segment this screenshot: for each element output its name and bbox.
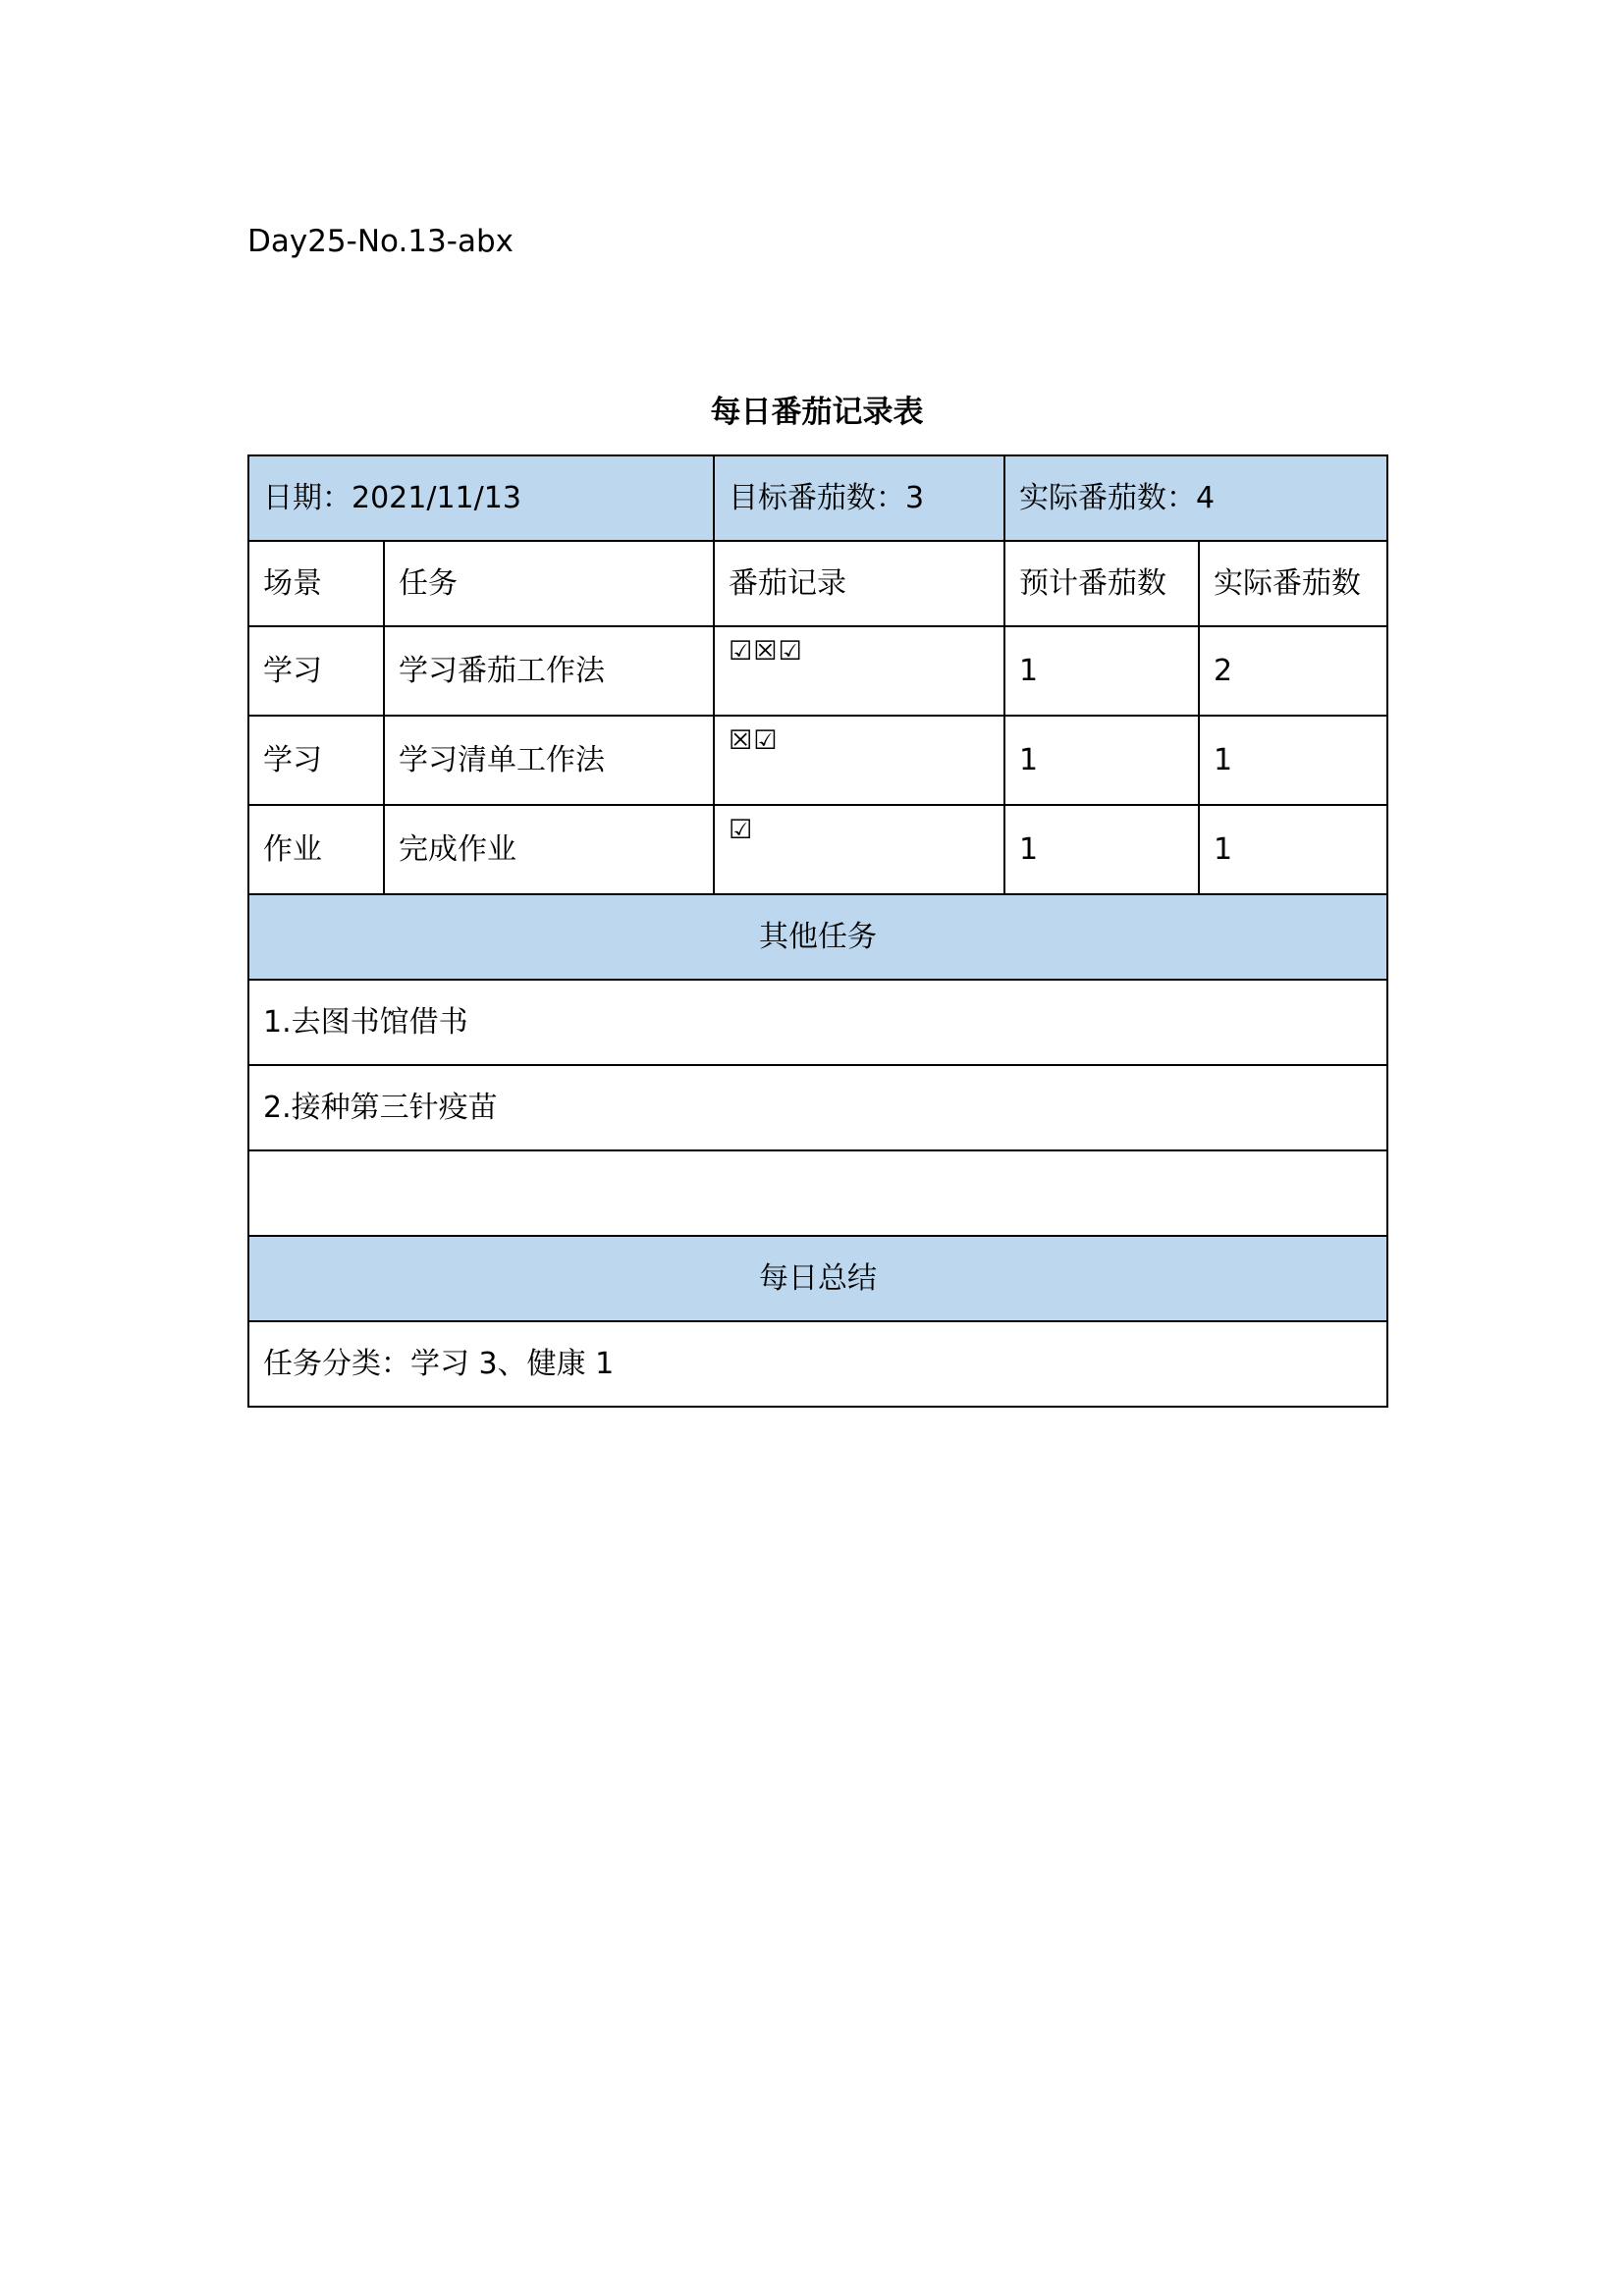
- column-header-record: 番茄记录: [714, 541, 1004, 626]
- summary-heading-row: [248, 1236, 1387, 1321]
- other-task-item: 2.接种第三针疫苗: [248, 1065, 1387, 1150]
- summary-text: 任务分类：学习 3、健康 1: [248, 1321, 1387, 1407]
- crossed-box-icon: ☒: [729, 725, 753, 756]
- column-header-task: 任务: [384, 541, 714, 626]
- task-cell: 学习番茄工作法: [384, 626, 714, 716]
- info-row: [248, 455, 1387, 541]
- pomodoro-marks-cell: [714, 716, 1004, 805]
- column-header-row: [248, 541, 1387, 626]
- actual-cell: 1: [1199, 716, 1387, 805]
- actual-count-cell: 实际番茄数：4: [1004, 455, 1387, 541]
- table-row: [248, 805, 1387, 894]
- other-tasks-heading-row: [248, 894, 1387, 980]
- table-row: [248, 626, 1387, 716]
- actual-cell: 1: [1199, 805, 1387, 894]
- checked-box-icon: ☑: [729, 815, 753, 845]
- other-task-item-empty: [248, 1150, 1387, 1236]
- scene-cell: 学习: [248, 626, 384, 716]
- task-cell: 学习清单工作法: [384, 716, 714, 805]
- list-item: [248, 1150, 1387, 1236]
- task-cell: 完成作业: [384, 805, 714, 894]
- checked-box-icon: ☑: [729, 636, 753, 667]
- checked-box-icon: ☑: [753, 725, 778, 756]
- other-task-item: 1.去图书馆借书: [248, 980, 1387, 1065]
- scene-cell: 作业: [248, 805, 384, 894]
- column-header-actual: 实际番茄数: [1199, 541, 1387, 626]
- scene-cell: 学习: [248, 716, 384, 805]
- summary-heading: 每日总结: [248, 1236, 1387, 1321]
- list-item: [248, 980, 1387, 1065]
- estimated-cell: 1: [1004, 805, 1199, 894]
- sheet-title: 每日番茄记录表: [710, 395, 924, 430]
- summary-row: [248, 1321, 1387, 1407]
- target-count-cell: 目标番茄数：3: [714, 455, 1004, 541]
- crossed-box-icon: ☒: [753, 636, 778, 667]
- pomodoro-marks-cell: [714, 805, 1004, 894]
- list-item: [248, 1065, 1387, 1150]
- column-header-scene: 场景: [248, 541, 384, 626]
- pomodoro-marks-cell: [714, 626, 1004, 716]
- other-tasks-heading: 其他任务: [248, 894, 1387, 980]
- column-header-estimated: 预计番茄数: [1004, 541, 1199, 626]
- actual-cell: 2: [1199, 626, 1387, 716]
- document-id: Day25-No.13-abx: [247, 224, 514, 259]
- pomodoro-record-table: [247, 454, 1388, 1408]
- checked-box-icon: ☑: [778, 636, 802, 667]
- date-cell: 日期：2021/11/13: [248, 455, 714, 541]
- table-row: [248, 716, 1387, 805]
- estimated-cell: 1: [1004, 716, 1199, 805]
- estimated-cell: 1: [1004, 626, 1199, 716]
